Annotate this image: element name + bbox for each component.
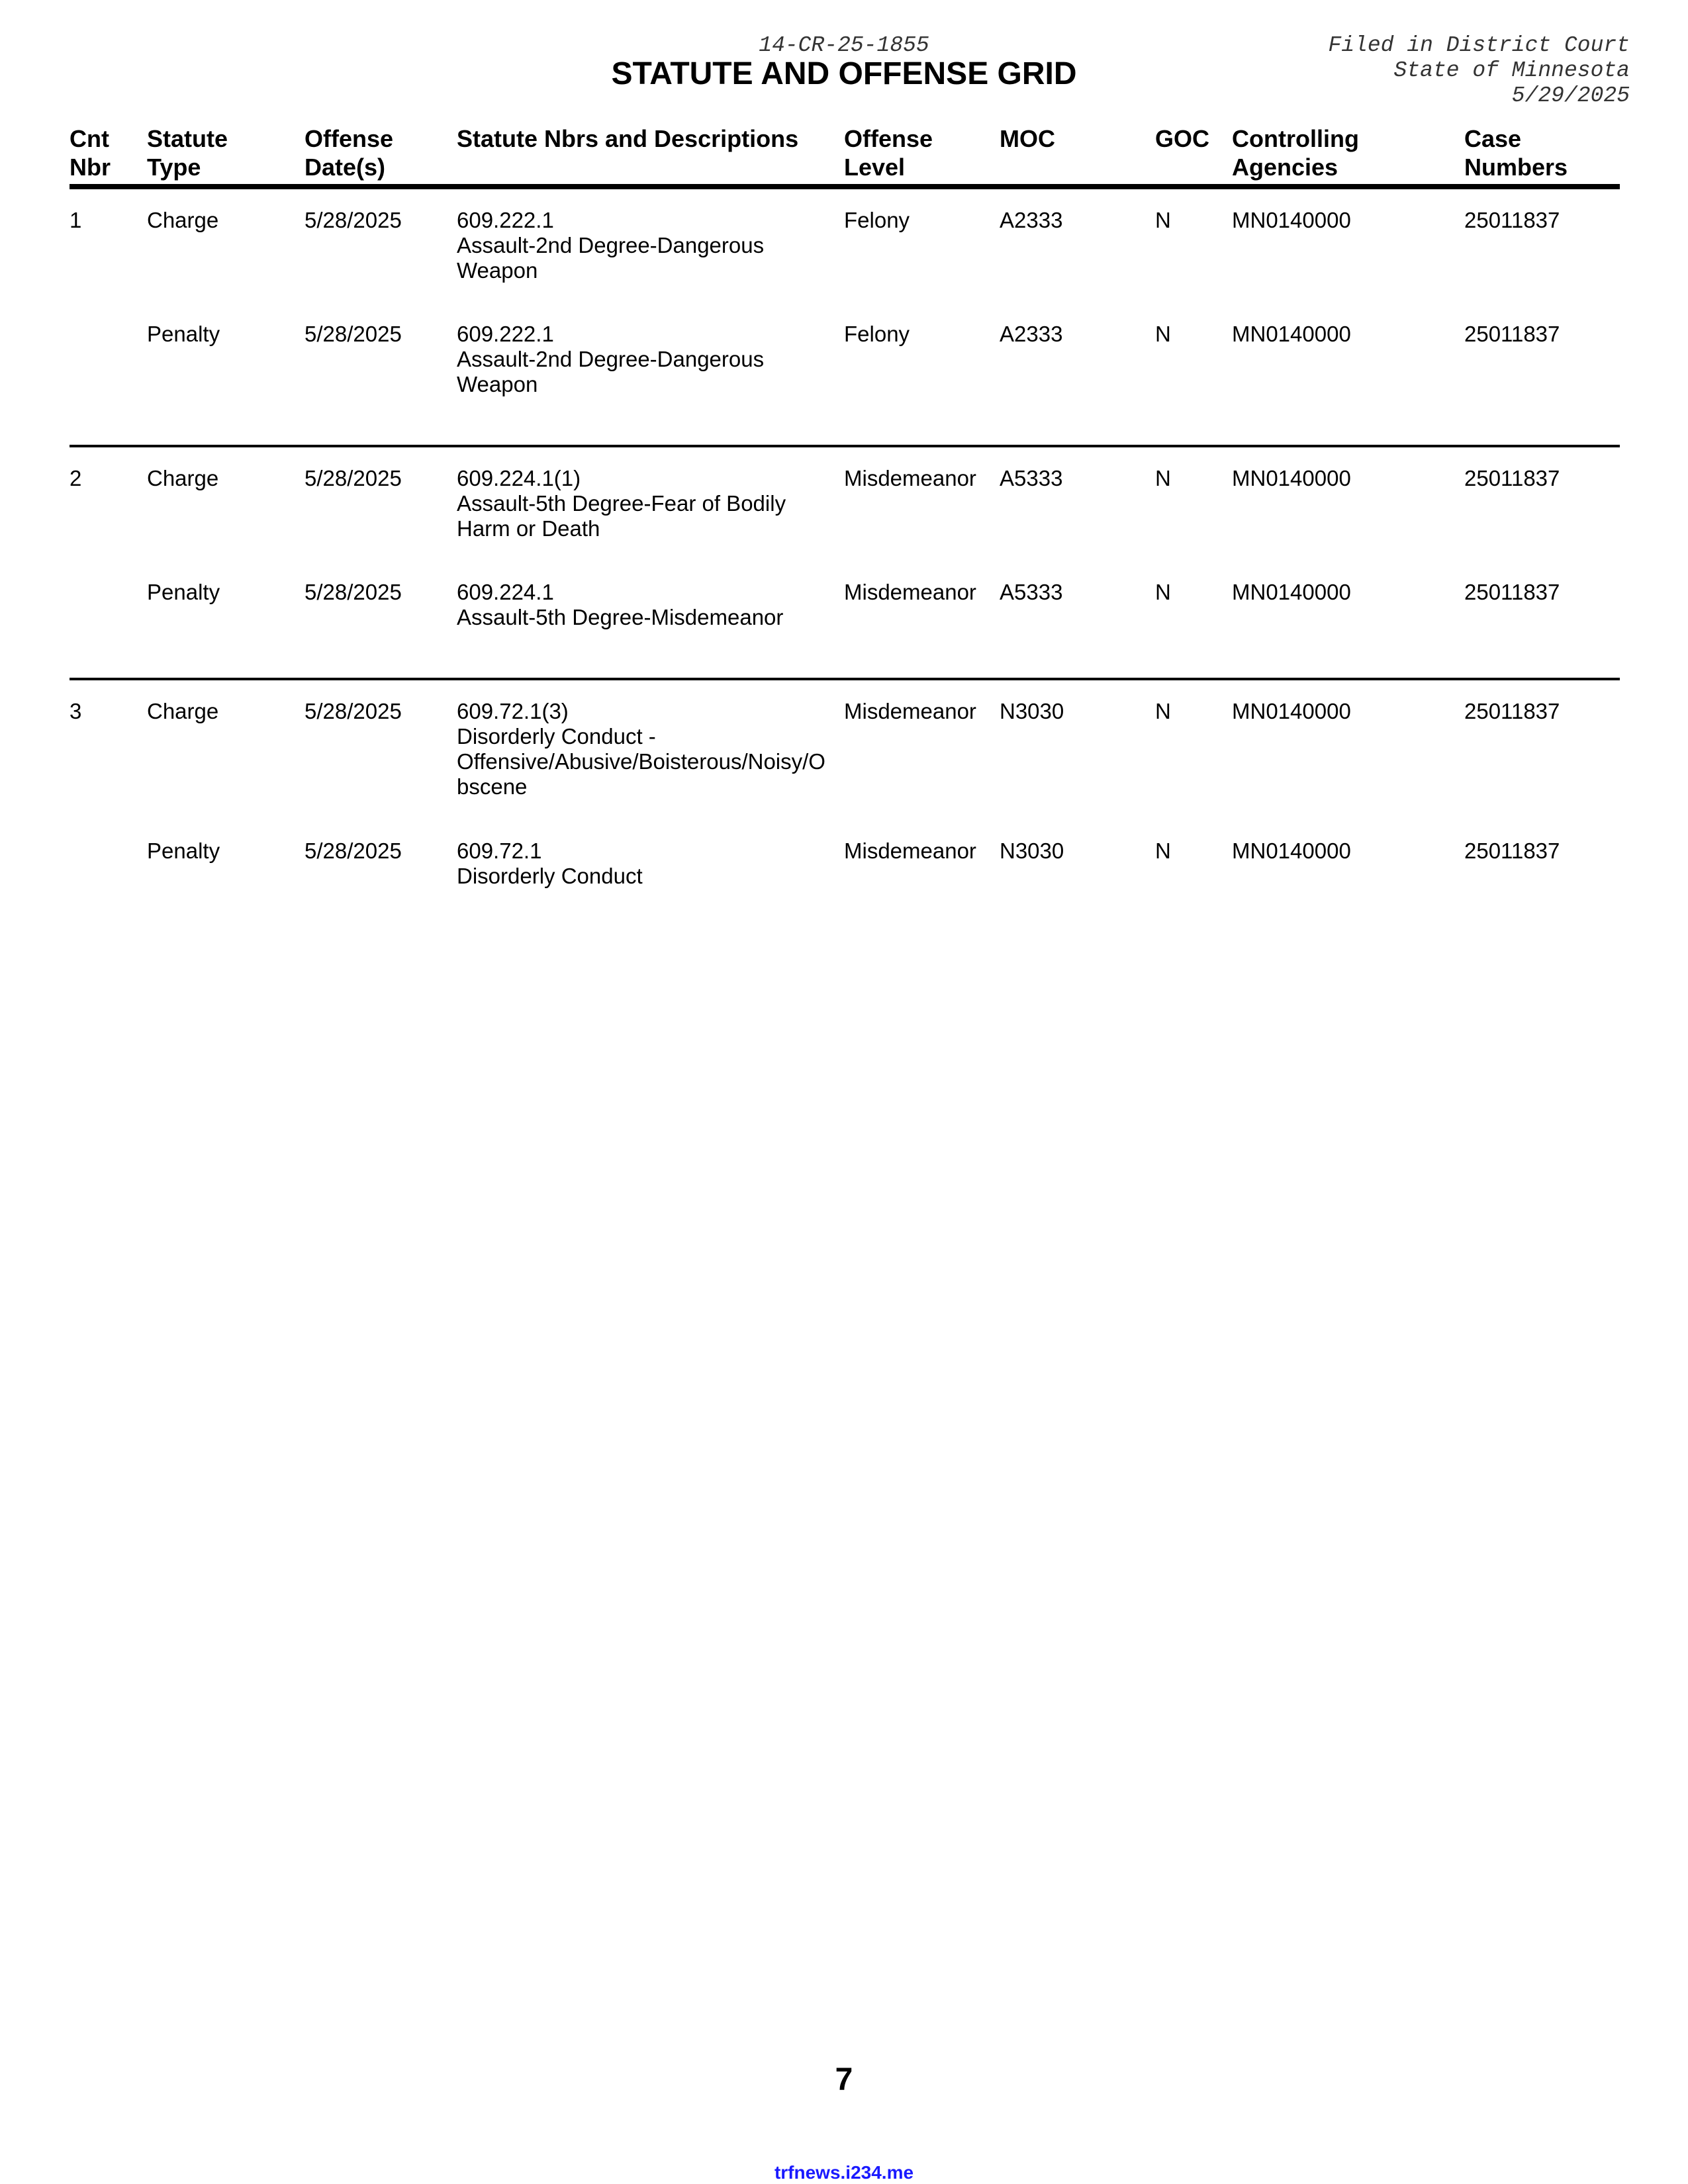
moc-code: N3030 [1000,839,1064,863]
column-header-line: Statute [147,125,228,152]
table-row [70,322,1620,435]
column-header-line: Case [1464,125,1522,152]
table-row [70,466,1620,580]
statute-description-line: Assault-2nd Degree-Dangerous [457,347,765,371]
case-number-cell: 25011837 [1464,466,1560,490]
column-header-line: GOC [1155,125,1210,152]
goc-flag: N [1155,322,1171,346]
column-header-offense-level [844,124,933,181]
column-header-statute-descriptions [457,124,837,153]
moc-code: A2333 [1000,208,1063,232]
statute-description [457,466,837,541]
statute-description-line: Weapon [457,372,538,396]
statute-type: Charge [147,699,219,723]
statute-number: 609.224.1(1) [457,466,581,490]
case-number-cell: 25011837 [1464,839,1560,863]
statute-description [457,699,837,799]
statute-type: Charge [147,466,219,490]
statute-description-line: Disorderly Conduct - [457,724,656,749]
column-header-moc [1000,124,1055,153]
column-header-line: Agencies [1232,154,1338,181]
moc-code: N3030 [1000,699,1064,723]
statute-description-line: Offensive/Abusive/Boisterous/Noisy/O [457,749,825,774]
column-header-line: Offense [305,125,394,152]
column-header-line: Level [844,154,906,181]
table-row [70,699,1620,839]
moc-code: A2333 [1000,322,1063,346]
page-title: STATUTE AND OFFENSE GRID [611,56,1077,91]
table-row [70,208,1620,322]
case-number-cell: 25011837 [1464,322,1560,346]
statute-type: Charge [147,208,219,232]
table-row [70,580,1620,668]
goc-flag: N [1155,699,1171,723]
offense-level: Felony [844,322,910,346]
controlling-agency: MN0140000 [1232,699,1351,723]
column-header-line: Type [147,154,201,181]
filed-stamp-date: 5/29/2025 [1511,83,1630,108]
statute-description-line: bscene [457,774,528,799]
filed-stamp [1329,33,1630,109]
statute-offense-grid [70,124,1620,898]
offense-date: 5/28/2025 [305,208,402,232]
case-number-cell: 25011837 [1464,580,1560,604]
goc-flag: N [1155,839,1171,863]
column-header-cnt-nbr [70,124,111,181]
goc-flag: N [1155,466,1171,490]
statute-description-line: Assault-2nd Degree-Dangerous [457,233,765,257]
statute-description-line: Harm or Death [457,516,600,541]
column-header-line: Date(s) [305,154,386,181]
statute-description [457,839,837,889]
goc-flag: N [1155,208,1171,232]
statute-description-line: Disorderly Conduct [457,864,643,888]
controlling-agency: MN0140000 [1232,580,1351,604]
statute-number: 609.72.1(3) [457,699,569,723]
statute-number: 609.222.1 [457,208,554,232]
footer-url[interactable]: trfnews.i234.me [774,2162,914,2183]
statute-type: Penalty [147,580,220,604]
column-header-line: Nbr [70,154,111,181]
case-number-cell: 25011837 [1464,699,1560,723]
case-number-cell: 25011837 [1464,208,1560,232]
moc-code: A5333 [1000,580,1063,604]
statute-number: 609.222.1 [457,322,554,346]
count-group-3 [70,680,1620,898]
offense-level: Misdemeanor [844,699,976,723]
statute-type: Penalty [147,839,220,863]
statute-description-line: Assault-5th Degree-Misdemeanor [457,605,784,629]
offense-level: Misdemeanor [844,839,976,863]
offense-level: Felony [844,208,910,232]
statute-description [457,208,837,283]
column-header-line: MOC [1000,125,1055,152]
controlling-agency: MN0140000 [1232,466,1351,490]
count-number: 3 [70,699,82,723]
offense-date: 5/28/2025 [305,466,402,490]
controlling-agency: MN0140000 [1232,839,1351,863]
statute-number: 609.72.1 [457,839,542,863]
controlling-agency: MN0140000 [1232,208,1351,232]
table-row [70,839,1620,889]
case-number: 14-CR-25-1855 [759,33,929,58]
count-number: 1 [70,208,82,232]
column-header-goc [1155,124,1209,153]
statute-description [457,580,837,630]
grid-header [70,124,1620,189]
offense-date: 5/28/2025 [305,322,402,346]
column-header-statute-type [147,124,228,181]
column-header-controlling-agencies [1232,124,1359,181]
statute-description-line: Assault-5th Degree-Fear of Bodily [457,491,786,516]
column-header-line: Controlling [1232,125,1359,152]
column-header-line: Cnt [70,125,109,152]
controlling-agency: MN0140000 [1232,322,1351,346]
column-header-line: Offense [844,125,933,152]
statute-type: Penalty [147,322,220,346]
count-group-2 [70,447,1620,680]
count-group-1 [70,189,1620,447]
offense-level: Misdemeanor [844,580,976,604]
statute-number: 609.224.1 [457,580,554,604]
statute-description-line: Weapon [457,258,538,283]
column-header-offense-dates [305,124,393,181]
filed-stamp-line: State of Minnesota [1393,58,1630,83]
statute-description [457,322,837,397]
offense-date: 5/28/2025 [305,839,402,863]
goc-flag: N [1155,580,1171,604]
column-header-line: Numbers [1464,154,1568,181]
offense-level: Misdemeanor [844,466,976,490]
column-header-case-numbers [1464,124,1568,181]
page-number: 7 [835,2062,853,2097]
count-number: 2 [70,466,82,490]
moc-code: A5333 [1000,466,1063,490]
offense-date: 5/28/2025 [305,699,402,723]
column-header-line: Statute Nbrs and Descriptions [457,125,799,152]
filed-stamp-line: Filed in District Court [1328,33,1630,58]
offense-date: 5/28/2025 [305,580,402,604]
